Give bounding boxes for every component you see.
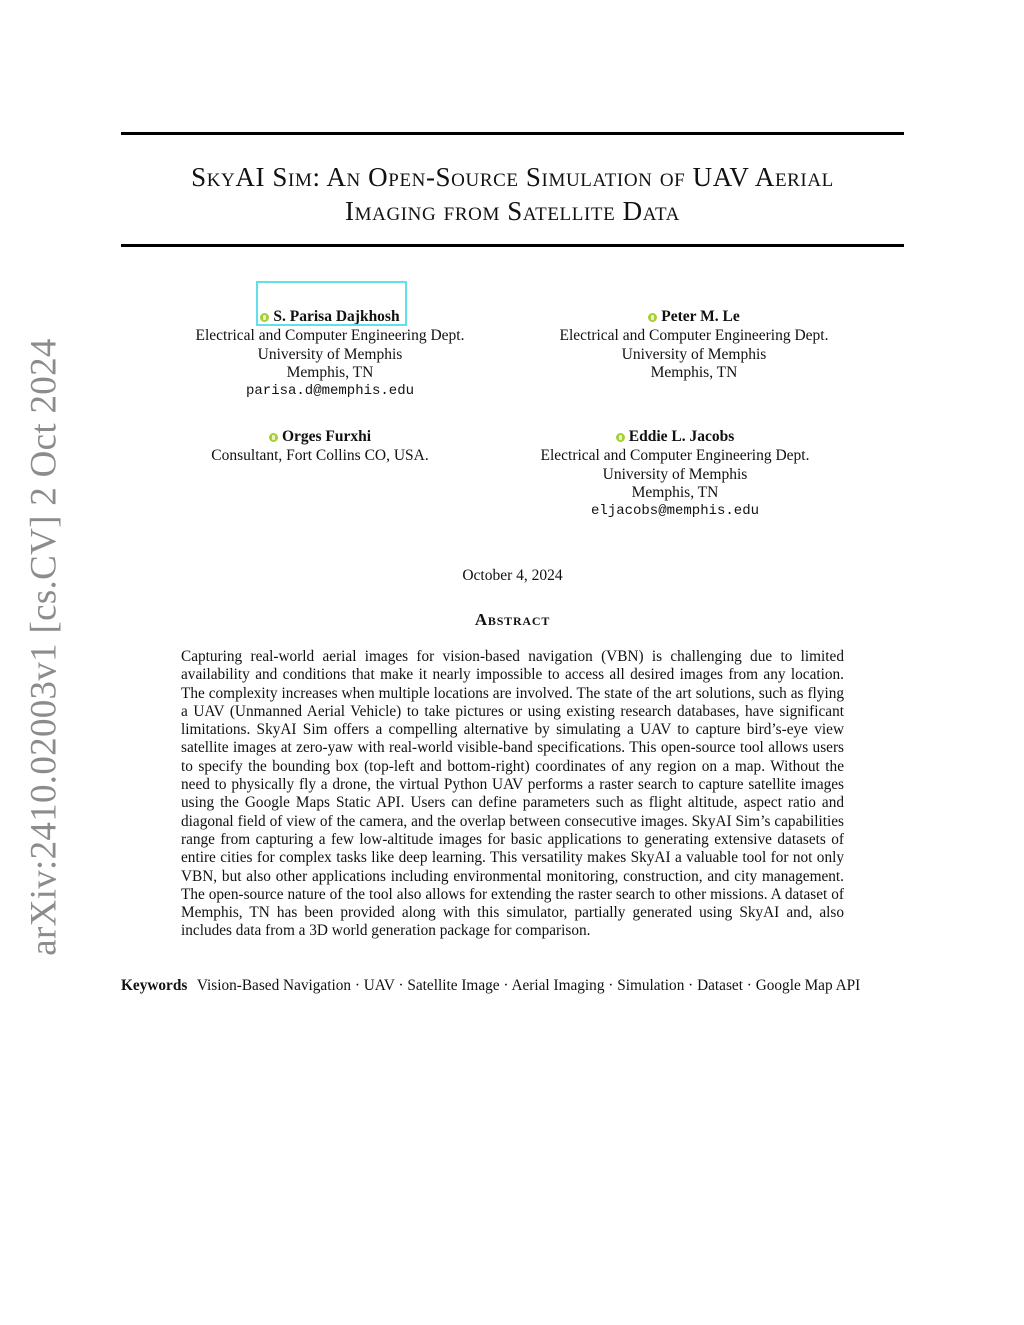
author-location: Memphis, TN	[631, 483, 719, 501]
author-block-4	[495, 428, 855, 521]
author-location: Memphis, TN	[286, 363, 374, 381]
author-email[interactable]: eljacobs@memphis.edu	[590, 503, 760, 520]
orcid-icon[interactable]	[648, 313, 657, 322]
title-bottom-rule	[121, 244, 904, 247]
arxiv-identifier: arXiv:2410.02003v1 [cs.CV] 2 Oct 2024	[23, 338, 65, 956]
abstract-text: Capturing real-world aerial images for vision-based navigation (VBN) is challenging due to limited availability and conditions that make it nearly impossible to access all desired images from any location. The complexity increases when multiple locations are involved. The state of the art solutions, such as flying a UAV (Unmanned Aerial Vehicle) to take pictures or using existing research databases, have significant limitations. SkyAI Sim offers a compelling alternative by simulating a UAV to capture bird’s-eye view satellite images at zero-yaw with real-world visible-band specifications. This open-source tool allows users to specify the bounding box (top-left and bottom-right) coordinates of any region on a map. Without the need to physically fly a drone, the virtual Python UAV performs a raster search to capture satellite images using the Google Maps Static API. Users can define parameters such as flight altitude, aspect ratio and diagonal field of view of the camera, and the overlap between consecutive images. SkyAI Sim’s capabilities range from capturing a few low-altitude images for basic applications to generating extensive datasets of entire cities for complex tasks like deep learning. This versatility makes SkyAI a valuable tool for not only VBN, but also other applications including environmental monitoring, construction, and city management. The open-source nature of the tool also allows for extending the raster search to other missions. A dataset of Memphis, TN has been provided along with this simulator, partially generated using SkyAI and, also includes data from a 3D world generation package for comparison.	[181, 648, 844, 940]
title-top-rule	[121, 132, 904, 135]
author-university: University of Memphis	[602, 465, 748, 483]
author-affiliation: Electrical and Computer Engineering Dept.	[195, 327, 465, 345]
selection-highlight-box	[256, 281, 407, 326]
title-line-2: Imaging from Satellite Data	[345, 196, 680, 226]
author-name-row	[616, 428, 735, 446]
author-name-row	[648, 308, 739, 326]
author-name: Peter M. Le	[661, 308, 740, 325]
title-line-1: SkyAI Sim: An Open-Source Simulation of UAV Aerial	[191, 162, 834, 192]
author-email[interactable]: parisa.d@memphis.edu	[245, 383, 415, 400]
paper-title	[121, 160, 904, 228]
author-block-3	[140, 428, 500, 466]
author-affiliation: Consultant, Fort Collins CO, USA.	[211, 447, 429, 465]
keywords-label: Keywords	[121, 977, 188, 994]
author-location: Memphis, TN	[650, 363, 738, 381]
author-university: University of Memphis	[621, 345, 767, 363]
author-name-row	[269, 428, 371, 446]
abstract-heading: Abstract	[474, 610, 551, 629]
author-name: Orges Furxhi	[281, 428, 372, 445]
author-name: Eddie L. Jacobs	[628, 428, 735, 445]
orcid-icon[interactable]	[616, 433, 625, 442]
orcid-icon[interactable]	[269, 433, 278, 442]
publication-date: October 4, 2024	[462, 567, 563, 584]
author-affiliation: Electrical and Computer Engineering Dept.	[559, 327, 829, 345]
keywords-list: Vision-Based Navigation · UAV · Satellite Image · Aerial Imaging · Simulation · Dataset · Google Map API	[196, 977, 861, 994]
author-university: University of Memphis	[257, 345, 403, 363]
keywords-line	[121, 977, 904, 995]
author-block-2	[514, 308, 874, 382]
author-affiliation: Electrical and Computer Engineering Dept.	[540, 447, 810, 465]
author-name: S. Parisa Dajkhosh	[273, 308, 400, 325]
